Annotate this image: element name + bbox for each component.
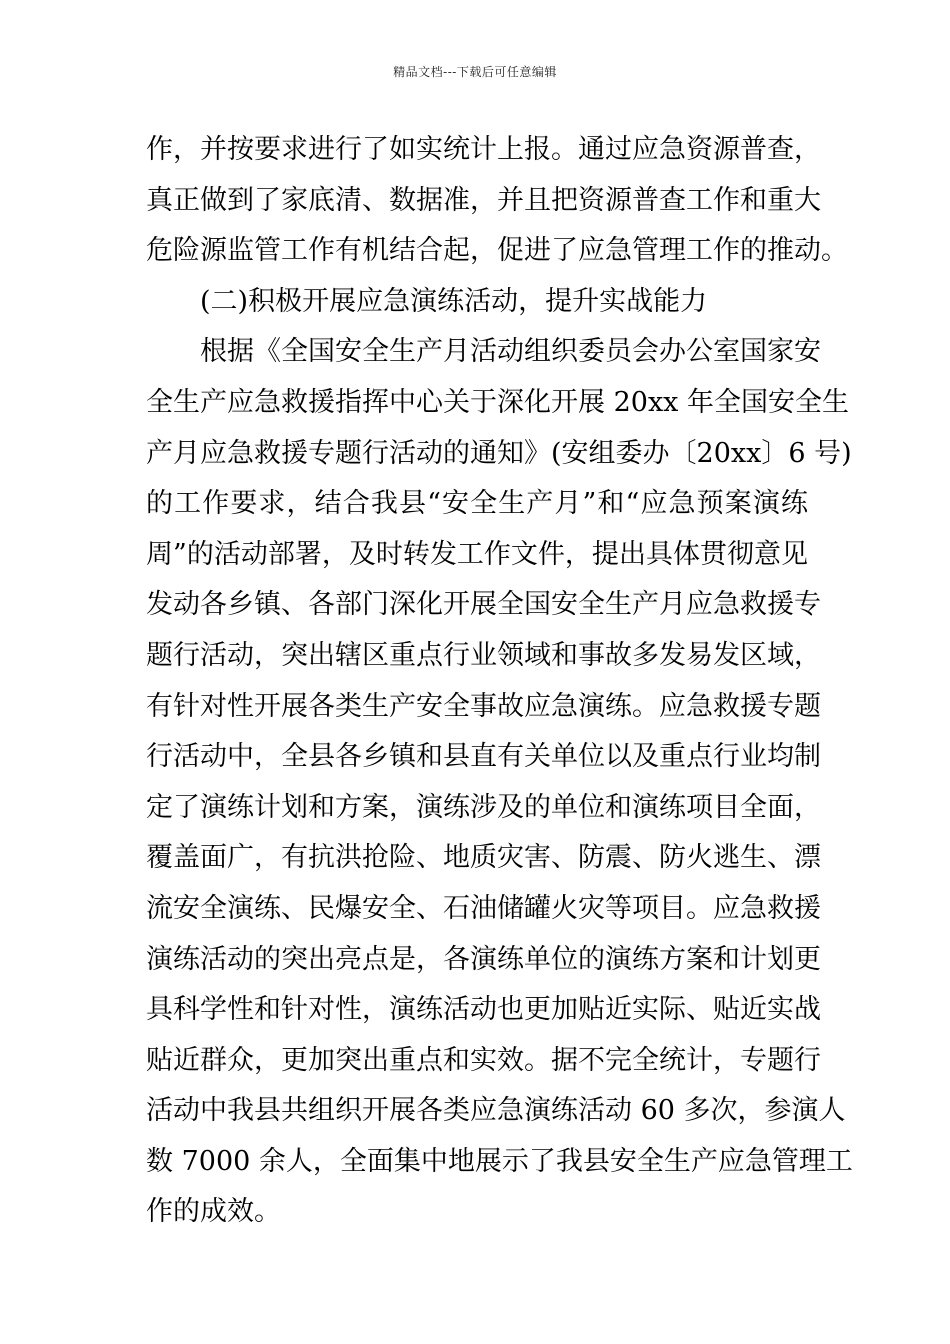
paragraph-line: 具科学性和针对性，演练活动也更加贴近实际、贴近实战: [146, 994, 821, 1026]
page-header: 精品文档---下载后可任意编辑: [393, 65, 557, 79]
paragraph-line: 活动中我县共组织开展各类应急演练活动 60 多次，参演人: [146, 1095, 846, 1127]
paragraph-line: 全生产应急救援指挥中心关于深化开展 20xx 年全国安全生: [146, 386, 849, 418]
paragraph-line: 危险源监管工作有机结合起，促进了应急管理工作的推动。: [146, 235, 848, 267]
paragraph-line: 数 7000 余人，全面集中地展示了我县安全生产应急管理工: [146, 1145, 853, 1177]
paragraph-line: 定了演练计划和方案，演练涉及的单位和演练项目全面，: [146, 791, 821, 823]
paragraph-line: 题行活动，突出辖区重点行业领域和事故多发易发区域，: [146, 639, 821, 671]
paragraph-line: 覆盖面广，有抗洪抢险、地质灾害、防震、防火逃生、漂: [146, 842, 821, 874]
paragraph-line: 贴近群众，更加突出重点和实效。据不完全统计，专题行: [146, 1044, 821, 1076]
paragraph-line: 产月应急救援专题行活动的通知》(安组委办〔20xx〕6 号): [146, 437, 852, 469]
paragraph-line: 作，并按要求进行了如实统计上报。通过应急资源普查，: [146, 134, 821, 165]
paragraph-line: 作的成效。: [146, 1196, 281, 1228]
paragraph-line: 行活动中，全县各乡镇和县直有关单位以及重点行业均制: [146, 741, 821, 773]
section-heading: (二)积极开展应急演练活动，提升实战能力: [200, 285, 708, 317]
paragraph-line: 根据《全国安全生产月活动组织委员会办公室国家安: [200, 336, 821, 368]
paragraph-line: 有针对性开展各类生产安全事故应急演练。应急救援专题: [146, 690, 821, 722]
paragraph-line: 演练活动的突出亮点是，各演练单位的演练方案和计划更: [146, 943, 821, 975]
paragraph-line: 流安全演练、民爆安全、石油储罐火灾等项目。应急救援: [146, 892, 821, 924]
document-body: [146, 125, 853, 1238]
paragraph-line: 的工作要求，结合我县“安全生产月”和“应急预案演练: [146, 488, 808, 520]
paragraph-line: 周”的活动部署，及时转发工作文件，提出具体贯彻意见: [146, 538, 808, 570]
paragraph-line: 真正做到了家底清、数据准，并且把资源普查工作和重大: [146, 184, 821, 216]
paragraph-line: 发动各乡镇、各部门深化开展全国安全生产月应急救援专: [146, 589, 821, 621]
